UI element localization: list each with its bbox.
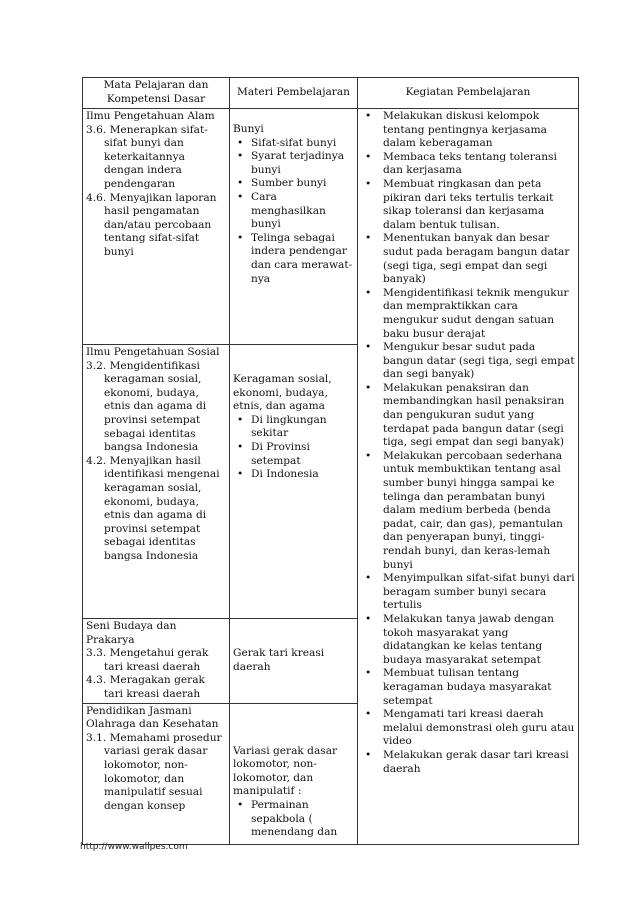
materi-cell	[230, 619, 358, 704]
header-kegiatan: Kegiatan Pembelajaran	[358, 78, 579, 109]
materi-item: • Di lingkungan sekitar	[233, 414, 354, 441]
kegiatan-item: • Membuat tulisan tentang keragaman budaya masyarakat setempat	[361, 667, 575, 708]
materi-title: Gerak tari kreasi daerah	[233, 647, 325, 673]
subject-cell	[83, 619, 230, 704]
header-subject-kd: Mata Pelajaran dan Kompetensi Dasar	[83, 78, 230, 109]
materi-title: Keragaman sosial, ekonomi, budaya, etnis, dan agama	[233, 373, 332, 413]
kd-item: 4.3. Meragakan gerak tari kreasi daerah	[86, 674, 205, 700]
materi-item: • Permainan sepakbola ( menendang dan	[233, 799, 354, 840]
kd-item: 3.2. Mengidentifikasi keragaman sosial, ekonomi, budaya, etnis dan agama di provinsi setempat sebagai identitas bangsa Indonesia	[86, 359, 207, 454]
kegiatan-item: • Membuat ringkasan dan peta pikiran dari teks tertulis terkait sikap toleransi dan kerjasama dalam bentuk tulisan.	[361, 178, 575, 232]
header-materi: Materi Pembelajaran	[230, 78, 358, 109]
kegiatan-item: • Mengidentifikasi teknik mengukur dan mempraktikkan cara mengukur sudut dengan satuan baku busur derajat	[361, 287, 575, 341]
footer-url: http://www.wallpes.com	[80, 842, 188, 852]
kegiatan-item: • Menentukan banyak dan besar sudut pada beragam bangun datar (segi tiga, segi empat dan segi banyak)	[361, 232, 575, 286]
kegiatan-item: • Menyimpulkan sifat-sifat bunyi dari beragam sumber bunyi secara tertulis	[361, 572, 575, 613]
table-header-row	[83, 78, 579, 109]
kegiatan-item: • Melakukan percobaan sederhana untuk membuktikan tentang asal sumber bunyi hingga sampai ke telinga dan perambatan bunyi dalam medium berbeda (benda padat, cair, dan gas), pemantulan dan penyerapan bunyi, tinggi-rendah bunyi, dan keras-lemah bunyi	[361, 450, 575, 572]
subject-name: Ilmu Pengetahuan Alam	[86, 110, 215, 122]
materi-item: • Sumber bunyi	[233, 177, 354, 191]
table-row	[83, 109, 579, 345]
kegiatan-cell	[358, 109, 579, 845]
kegiatan-item: • Melakukan tanya jawab dengan tokoh masyarakat yang didatangkan ke kelas tentang budaya masyarakat setempat	[361, 613, 575, 667]
kegiatan-item: • Melakukan gerak dasar tari kreasi daerah	[361, 749, 575, 776]
materi-item: • Syarat terjadinya bunyi	[233, 150, 354, 177]
materi-cell	[230, 109, 358, 345]
materi-item: • Cara menghasilkan bunyi	[233, 191, 354, 232]
kegiatan-item: • Melakukan diskusi kelompok tentang pentingnya kerjasama dalam keberagaman	[361, 110, 575, 151]
kegiatan-list	[361, 110, 575, 776]
subject-cell	[83, 345, 230, 619]
materi-item: • Sifat-sifat bunyi	[233, 137, 354, 151]
kd-item: 3.1. Memahami prosedur variasi gerak dasar lokomotor, non-lokomotor, dan manipulatif sesuai dengan konsep	[86, 731, 222, 812]
kegiatan-item: • Mengamati tari kreasi daerah melalui demonstrasi oleh guru atau video	[361, 708, 575, 749]
materi-cell	[230, 703, 358, 844]
kd-item: 3.3. Mengetahui gerak tari kreasi daerah	[86, 647, 209, 673]
lesson-plan-table	[82, 77, 579, 845]
materi-cell	[230, 345, 358, 619]
kegiatan-item: • Mengukur besar sudut pada bangun datar (segi tiga, segi empat dan segi banyak)	[361, 341, 575, 382]
materi-item: • Di Indonesia	[233, 468, 354, 482]
subject-cell	[83, 109, 230, 345]
materi-item: • Telinga sebagai indera pendengar dan cara merawat-nya	[233, 232, 354, 286]
subject-name: Pendidikan Jasmani Olahraga dan Kesehatan	[86, 704, 219, 731]
kd-item: 3.6. Menerapkan sifat-sifat bunyi dan keterkaitannya dengan indera pendengaran	[86, 123, 208, 190]
materi-title: Bunyi	[233, 123, 264, 135]
kd-item: 4.2. Menyajikan hasil identifikasi mengenai keragaman sosial, ekonomi, budaya, etnis dan agama di provinsi setempat sebagai identitas bangsa Indonesia	[86, 454, 220, 562]
subject-cell	[83, 703, 230, 844]
subject-name: Ilmu Pengetahuan Sosial	[86, 346, 220, 358]
materi-title: Variasi gerak dasar lokomotor, non-lokomotor, dan manipulatif :	[233, 744, 338, 798]
subject-name: Seni Budaya dan Prakarya	[86, 620, 177, 646]
kd-item: 4.6. Menyajikan laporan hasil pengamatan dan/atau percobaan tentang sifat-sifat bunyi	[86, 191, 217, 258]
kegiatan-item: • Melakukan penaksiran dan membandingkan hasil penaksiran dan pengukuran sudut yang terdapat pada bangun datar (segi tiga, segi empat dan segi banyak)	[361, 382, 575, 450]
materi-item: • Di Provinsi setempat	[233, 441, 354, 468]
kegiatan-item: • Membaca teks tentang toleransi dan kerjasama	[361, 151, 575, 178]
